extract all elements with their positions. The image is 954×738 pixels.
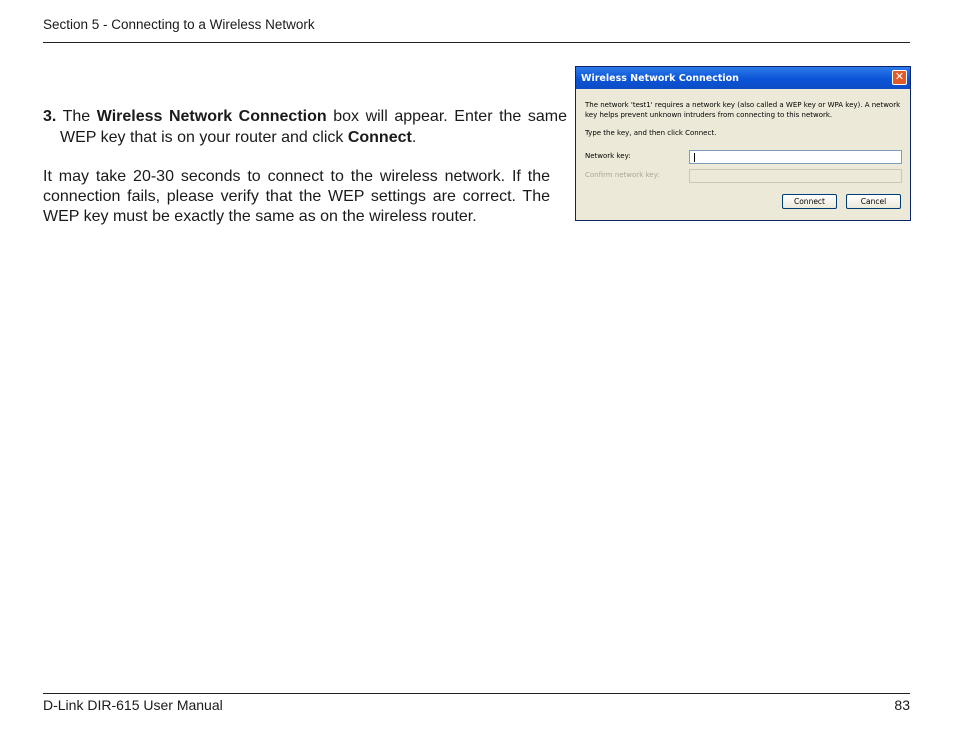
confirm-key-field xyxy=(689,169,902,183)
text-caret xyxy=(694,153,695,162)
step-text-3: . xyxy=(411,129,417,146)
network-key-field[interactable] xyxy=(689,150,902,164)
header-divider xyxy=(43,42,910,43)
dialog-titlebar xyxy=(576,67,910,89)
footer-divider xyxy=(43,693,910,694)
step-bold-connect: Connect xyxy=(347,129,412,146)
cancel-button[interactable]: Cancel xyxy=(846,194,901,209)
step-text-2: box will appear. Enter the same WEP key that is on your router and click xyxy=(60,108,568,146)
connect-button[interactable]: Connect xyxy=(782,194,837,209)
page-number: 83 xyxy=(894,697,910,713)
step-number: 3. xyxy=(43,108,57,125)
step-bold-dialog-name: Wireless Network Connection xyxy=(96,108,327,125)
dialog-title: Wireless Network Connection xyxy=(581,72,739,84)
step-text-1: The xyxy=(56,108,97,125)
manual-title: D-Link DIR-615 User Manual xyxy=(43,697,223,713)
network-key-label: Network key: xyxy=(585,152,631,160)
confirm-key-label: Confirm network key: xyxy=(585,171,660,179)
note-paragraph: It may take 20-30 seconds to connect to the wireless network. If the connection fails, please verify that the WEP settings are correct. The WEP key must be exactly the same as on the wireless router. xyxy=(43,168,550,225)
dialog-message: The network 'test1' requires a network key (also called a WEP key or WPA key). A network key helps prevent unknown intruders from connecting to this network. xyxy=(585,101,901,119)
dialog-instruction: Type the key, and then click Connect. xyxy=(585,129,717,137)
close-icon[interactable]: ✕ xyxy=(892,70,907,85)
section-header: Section 5 - Connecting to a Wireless Network xyxy=(43,17,315,32)
wireless-network-connection-dialog xyxy=(575,66,911,221)
step-paragraph xyxy=(43,106,567,148)
